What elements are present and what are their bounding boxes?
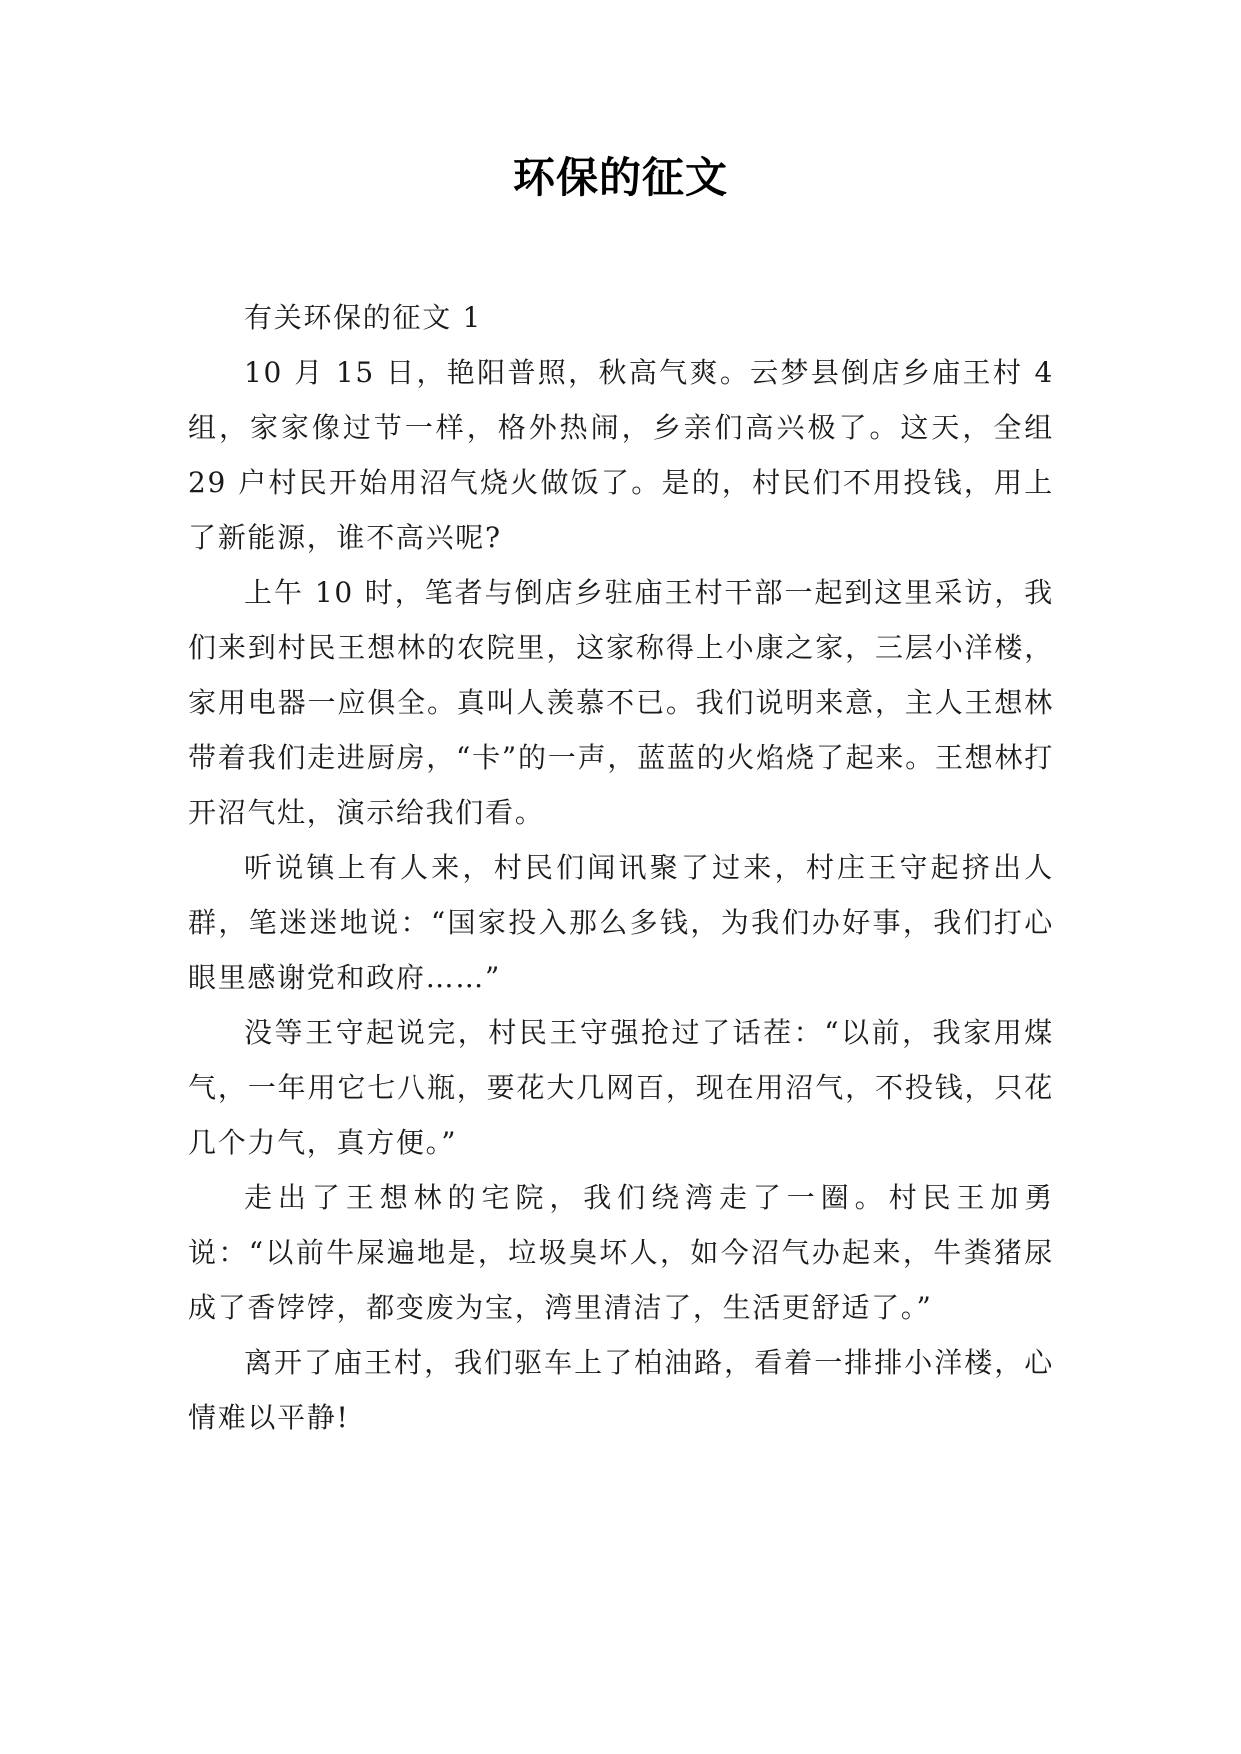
paragraph: 走出了王想林的宅院，我们绕湾走了一圈。村民王加勇说：“以前牛屎遍地是，垃圾臭坏人，如今沼气办起来，牛粪猪尿成了香饽饽，都变废为宝，湾里清洁了，生活更舒适了。” <box>188 1181 1054 1324</box>
document-body <box>188 290 1054 1445</box>
document-title: 环保的征文 <box>512 153 728 202</box>
paragraph: 上午 10 时，笔者与倒店乡驻庙王村干部一起到这里采访，我们来到村民王想林的农院里，这家称得上小康之家，三层小洋楼，家用电器一应俱全。真叫人羡慕不已。我们说明来意，主人王想林带着我们走进厨房，“卡”的一声，蓝蓝的火焰烧了起来。王想林打开沼气灶，演示给我们看。 <box>188 576 1054 829</box>
paragraph-heading: 有关环保的征文 1 <box>244 301 483 334</box>
paragraph: 听说镇上有人来，村民们闻讯聚了过来，村庄王守起挤出人群，笔迷迷地说：“国家投入那么多钱，为我们办好事，我们打心眼里感谢党和政府……” <box>188 851 1054 994</box>
paragraph: 10 月 15 日，艳阳普照，秋高气爽。云梦县倒店乡庙王村 4 组，家家像过节一样，格外热闹，乡亲们高兴极了。这天，全组 29 户村民开始用沼气烧火做饭了。是的，村民们不用投钱，用上了新能源，谁不高兴呢? <box>188 356 1054 554</box>
paragraph: 没等王守起说完，村民王守强抢过了话茬：“以前，我家用煤气，一年用它七八瓶，要花大几网百，现在用沼气，不投钱，只花几个力气，真方便。” <box>188 1016 1054 1159</box>
paragraph: 离开了庙王村，我们驱车上了柏油路，看着一排排小洋楼，心情难以平静! <box>188 1346 1054 1434</box>
